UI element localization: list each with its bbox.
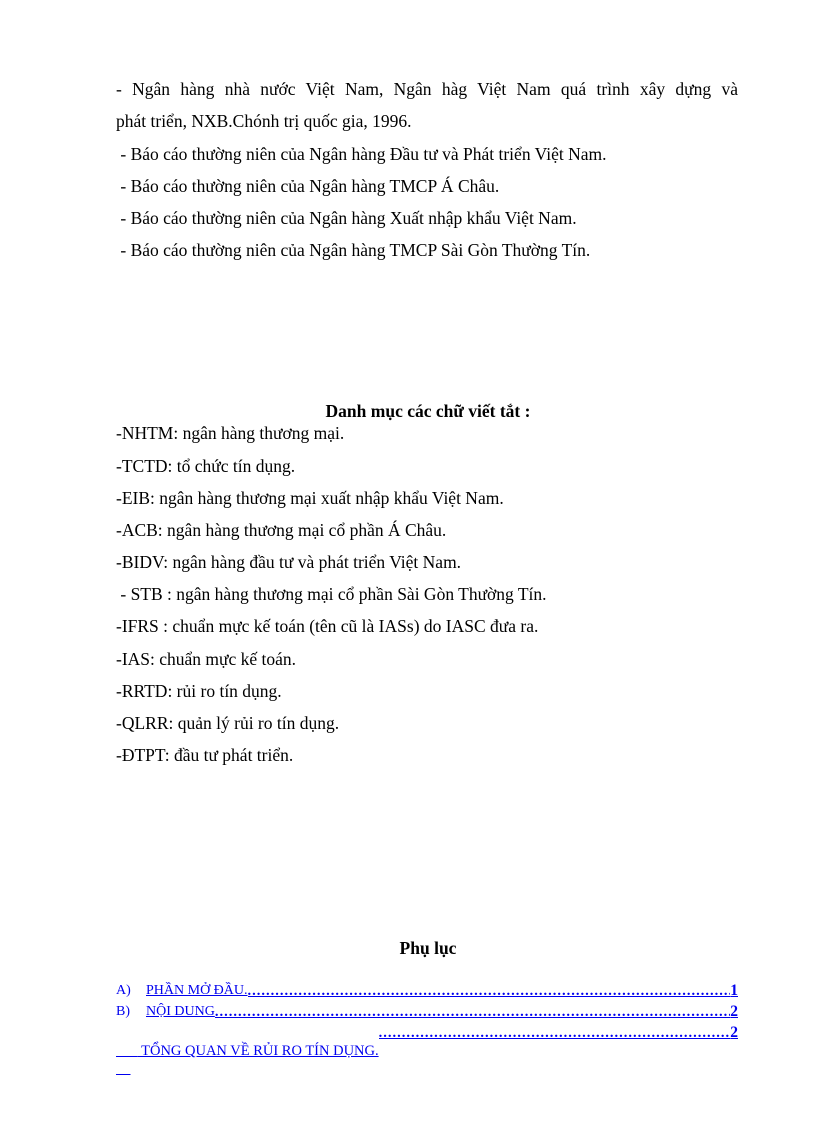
reference-item: - Báo cáo thường niên của Ngân hàng TMCP Sài Gòn Thường Tín. — [116, 240, 591, 260]
abbreviation-item: -RRTD: rủi ro tín dụng. — [116, 681, 282, 701]
toc-entry-text: PHẦN MỞ ĐẦU. — [146, 983, 248, 998]
abbreviation-item: -IFRS : chuẩn mực kế toán (tên cũ là IASs) do IASC đưa ra. — [116, 616, 539, 636]
toc-entry-marker: A) — [116, 983, 131, 998]
toc-entry-text: NỘI DUNG — [146, 1004, 215, 1019]
toc-page-number: 1 — [730, 982, 738, 999]
abbreviation-item: -NHTM: ngân hàng thương mại. — [116, 423, 345, 443]
toc-leader-dots — [248, 982, 731, 1000]
reference-item: - Ngân hàng nhà nước Việt Nam, Ngân hàg Việt Nam quá trình xây dựng và — [116, 79, 738, 99]
abbreviation-item: -ĐTPT: đầu tư phát triển. — [116, 745, 294, 765]
reference-item-continuation: phát triển, NXB.Chónh trị quốc gia, 1996. — [116, 111, 412, 131]
appendix-title: Phụ lục — [399, 938, 457, 958]
reference-item: - Báo cáo thường niên của Ngân hàng Xuất nhập khẩu Việt Nam. — [116, 208, 577, 228]
abbreviations-title: Danh mục các chữ viết tắt : — [325, 401, 531, 421]
toc-page-number: 2 — [730, 1003, 738, 1020]
toc-entry-text: TỔNG QUAN VỀ RỦI RO TÍN DỤNG. — [137, 1043, 379, 1059]
abbreviation-item: -EIB: ngân hàng thương mại xuất nhập khẩu Việt Nam. — [116, 488, 504, 508]
abbreviation-item: - STB : ngân hàng thương mại cổ phần Sài Gòn Thường Tín. — [116, 584, 547, 604]
toc-entry-label — [116, 982, 248, 1000]
toc-entry-credit-risk-overview[interactable] — [116, 1024, 738, 1078]
abbreviation-item: -BIDV: ngân hàng đầu tư và phát triển Việt Nam. — [116, 552, 462, 572]
reference-item: - Báo cáo thường niên của Ngân hàng TMCP Á Châu. — [116, 176, 500, 196]
toc-entry-intro[interactable] — [116, 982, 738, 1000]
abbreviation-item: -IAS: chuẩn mực kế toán. — [116, 649, 297, 669]
abbreviation-item: -ACB: ngân hàng thương mại cổ phần Á Châu. — [116, 520, 447, 540]
toc-entry-label — [116, 1024, 379, 1078]
abbreviation-item: -TCTD: tổ chức tín dụng. — [116, 456, 296, 476]
toc-page-number: 2 — [730, 1024, 738, 1041]
reference-item: - Báo cáo thường niên của Ngân hàng Đầu tư và Phát triển Việt Nam. — [116, 144, 607, 164]
abbreviation-item: -QLRR: quản lý rủi ro tín dụng. — [116, 713, 340, 733]
toc-entry-marker: B) — [116, 1004, 130, 1019]
toc-leader-dots — [379, 1024, 731, 1078]
toc-entry-content[interactable] — [116, 1003, 738, 1021]
toc-leader-dots — [215, 1003, 730, 1021]
toc-entry-label — [116, 1003, 215, 1021]
